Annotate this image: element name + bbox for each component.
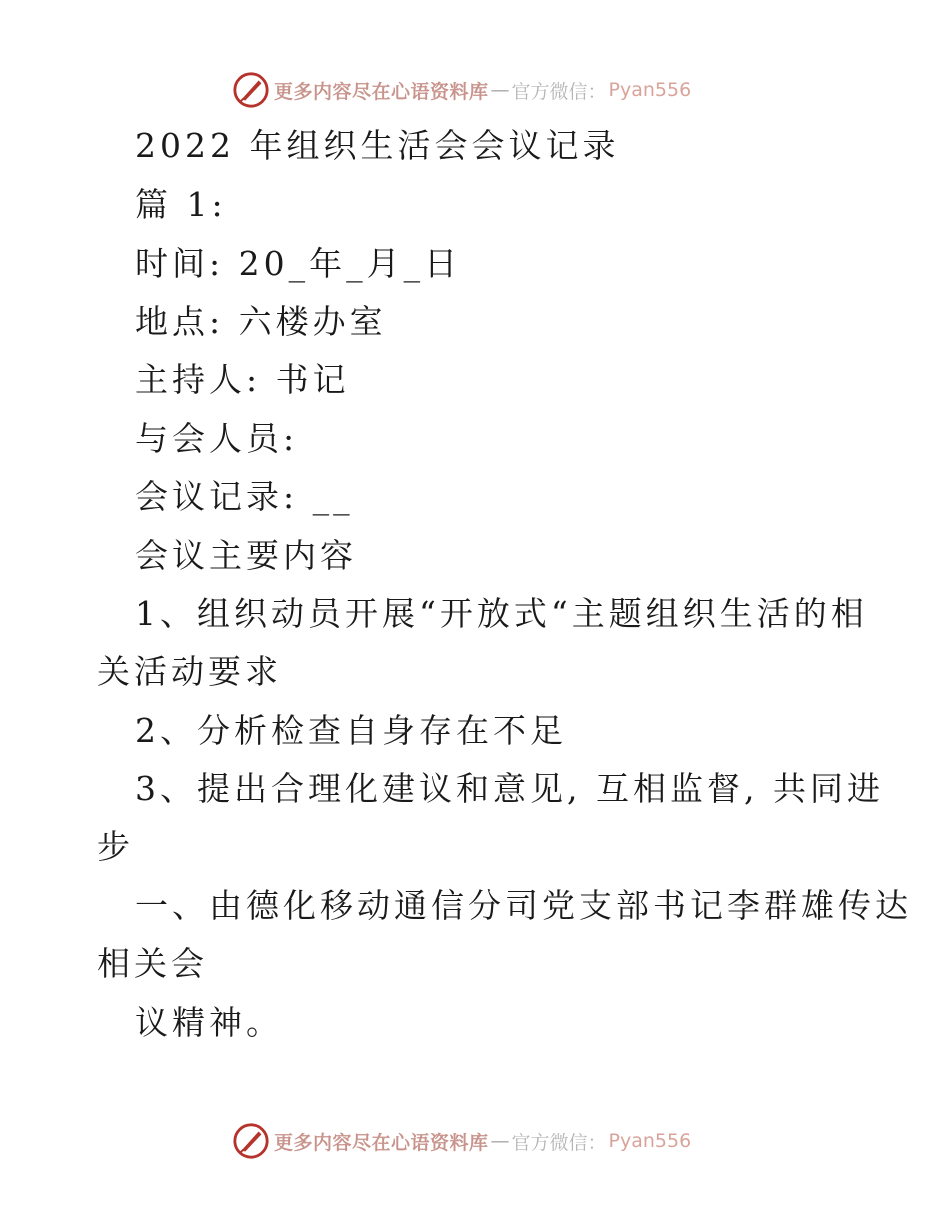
watermark-header (232, 70, 691, 110)
document-title: 2022 年组织生活会会议记录 (135, 126, 620, 165)
item-1-line-2: 关活动要求 (97, 652, 282, 691)
section-1-line-3: 议精神。 (135, 1003, 283, 1042)
section-1-line-2: 相关会 (97, 944, 208, 983)
item-3-line-1: 3、提出合理化建议和意见, 互相监督, 共同进 (135, 769, 884, 808)
item-3-line-2: 步 (97, 827, 134, 866)
quill-logo-icon (232, 71, 270, 109)
meeting-recorder: 会议记录: __ (135, 477, 354, 516)
meeting-attendees: 与会人员: (135, 419, 299, 458)
item-1-line-1: 1、组织动员开展“开放式“主题组织生活的相 (135, 594, 868, 633)
watermark-wechat-id: Pyan556 (608, 1130, 692, 1152)
meeting-place: 地点: 六楼办室 (135, 302, 387, 341)
watermark-wechat-id: Pyan556 (608, 79, 692, 101)
watermark-dash: — (490, 79, 510, 101)
watermark-text: 更多内容尽在心语资料库 (274, 80, 489, 103)
watermark-dash: — (490, 1130, 510, 1152)
part-label: 篇 1: (135, 185, 227, 224)
item-2: 2、分析检查自身存在不足 (135, 711, 567, 750)
watermark-text: 更多内容尽在心语资料库 (274, 1131, 489, 1154)
meeting-host: 主持人: 书记 (135, 360, 350, 399)
main-content-heading: 会议主要内容 (135, 536, 357, 575)
watermark-wechat-label: 官方微信： (511, 1131, 607, 1154)
watermark-footer (232, 1121, 691, 1161)
watermark-wechat-label: 官方微信： (511, 80, 607, 103)
quill-logo-icon (232, 1122, 270, 1160)
meeting-time: 时间: 20_年_月_日 (135, 244, 462, 283)
section-1-line-1: 一、由德化移动通信分司党支部书记李群雄传达 (135, 886, 912, 925)
